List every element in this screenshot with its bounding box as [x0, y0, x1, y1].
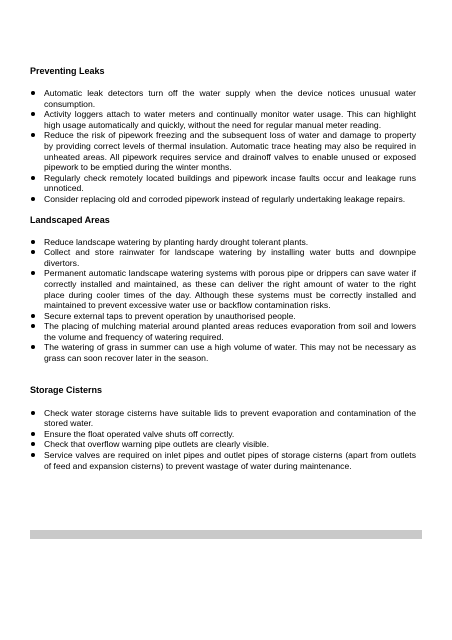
- section-storage-cisterns: [30, 385, 416, 472]
- footer-divider-bar: [30, 530, 422, 539]
- list-item: [30, 237, 416, 248]
- list-item-text: Collect and store rainwater for landscape watering by installing water butts and downpipe divertors.: [44, 247, 416, 268]
- bullet-list: [30, 408, 416, 472]
- bullet-icon: [31, 442, 35, 446]
- list-item: [30, 109, 416, 130]
- list-item-text: Reduce landscape watering by planting hardy drought tolerant plants.: [44, 236, 309, 247]
- list-item: [30, 311, 416, 322]
- list-item: [30, 342, 416, 363]
- document-content: [30, 66, 416, 471]
- list-item: [30, 321, 416, 342]
- list-item-text: The placing of mulching material around planted areas reduces evaporation from soil and lowers the volume and frequency of watering required.: [44, 321, 416, 342]
- bullet-icon: [31, 324, 35, 328]
- list-item: [30, 247, 416, 268]
- list-item-text: Permanent automatic landscape watering systems with porous pipe or drippers can save water if correctly installed and maintained, as these can deliver the right amount of water to the right place during cooler times of the day. Although these systems must be correctly installed and maintained to prevent excessive water use or backflow contamination risks.: [44, 268, 416, 311]
- bullet-icon: [31, 133, 35, 137]
- bullet-icon: [31, 197, 35, 201]
- bullet-icon: [31, 176, 35, 180]
- list-item: [30, 439, 416, 450]
- bullet-icon: [31, 112, 35, 116]
- list-item-text: Check that overflow warning pipe outlets are clearly visible.: [44, 439, 269, 450]
- list-item-text: Consider replacing old and corroded pipework instead of regularly undertaking leakage repairs.: [44, 193, 406, 204]
- list-item-text: Activity loggers attach to water meters and continually monitor water usage. This can highlight high usage automatically and quickly, without the need for regular manual meter reading.: [44, 109, 416, 130]
- list-item: [30, 450, 416, 471]
- bullet-list: [30, 88, 416, 205]
- bullet-icon: [31, 432, 35, 436]
- list-item-text: Automatic leak detectors turn off the water supply when the device notices unusual water consumption.: [44, 88, 416, 109]
- bullet-icon: [31, 345, 35, 349]
- section-heading: Storage Cisterns: [30, 384, 103, 395]
- list-item: [30, 173, 416, 194]
- bullet-icon: [31, 314, 35, 318]
- bullet-icon: [31, 91, 35, 95]
- bullet-icon: [31, 271, 35, 275]
- list-item-text: Reduce the risk of pipework freezing and the subsequent loss of water and damage to property by providing correct levels of thermal insulation. Automatic trace heating may also be required in unheated areas. All pipework requires service and drainoff valves to enable unused or exposed pipework to be emptied during the winter months.: [44, 130, 416, 173]
- bullet-icon: [31, 240, 35, 244]
- list-item: [30, 130, 416, 172]
- bullet-icon: [31, 250, 35, 254]
- section-heading: Preventing Leaks: [30, 66, 105, 76]
- list-item: [30, 429, 416, 440]
- section-heading: Landscaped Areas: [30, 214, 110, 225]
- list-item-text: Regularly check remotely located buildings and pipework incase faults occur and leakage runs unnoticed.: [44, 172, 416, 194]
- bullet-icon: [31, 453, 35, 457]
- list-item-text: Ensure the float operated valve shuts off correctly.: [44, 428, 235, 439]
- list-item: [30, 408, 416, 429]
- list-item-text: Secure external taps to prevent operation by unauthorised people.: [44, 310, 296, 321]
- list-item: [30, 88, 416, 109]
- bullet-list: [30, 237, 416, 364]
- list-item-text: Service valves are required on inlet pipes and outlet pipes of storage cisterns (apart from outlets of feed and expansion cisterns) to prevent wastage of water during maintenance.: [44, 450, 416, 471]
- list-item: [30, 268, 416, 310]
- section-landscaped-areas: [30, 215, 416, 364]
- bullet-icon: [31, 411, 35, 415]
- list-item: [30, 194, 416, 205]
- section-preventing-leaks: [30, 66, 416, 205]
- list-item-text: Check water storage cisterns have suitable lids to prevent evaporation and contamination of the stored water.: [44, 407, 416, 429]
- list-item-text: The watering of grass in summer can use a high volume of water. This may not be necessary as grass can soon recover later in the season.: [44, 342, 416, 364]
